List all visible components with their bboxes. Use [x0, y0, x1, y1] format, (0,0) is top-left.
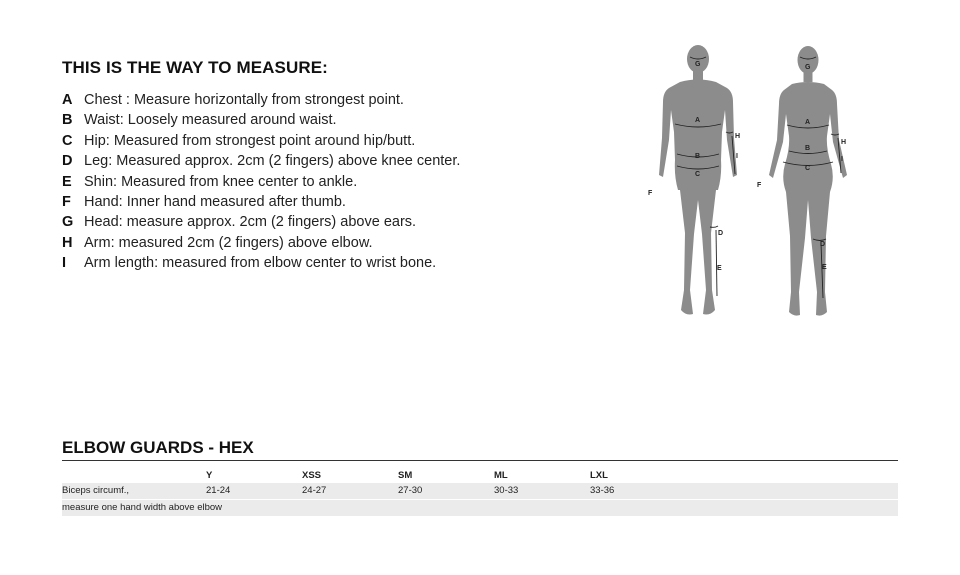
table-note-row	[62, 500, 898, 516]
measure-letter: D	[62, 153, 73, 170]
size-value: 30-33	[494, 485, 519, 496]
measure-item	[62, 212, 460, 232]
marker-i: I	[736, 153, 738, 160]
marker-g: G	[695, 61, 701, 68]
size-header: ML	[494, 470, 508, 481]
measure-text: Head: measure approx. 2cm (2 fingers) above ears.	[84, 214, 417, 231]
measure-letter: C	[62, 132, 73, 149]
size-header: Y	[206, 470, 213, 481]
table-row	[62, 483, 898, 499]
male-figure	[648, 45, 740, 315]
measure-text: Shin: Measured from knee center to ankle.	[84, 173, 358, 190]
marker-e: E	[822, 264, 827, 271]
section-divider	[62, 460, 898, 461]
size-value: 27-30	[398, 485, 423, 496]
marker-h: H	[841, 139, 847, 146]
measure-text: Chest : Measure horizontally from strongest point.	[84, 92, 404, 108]
measure-text: Arm length: measured from elbow center to wrist bone.	[84, 255, 437, 272]
marker-h: H	[735, 133, 741, 140]
size-header-row	[62, 468, 898, 483]
size-value: 33-36	[590, 485, 615, 496]
measure-letter: B	[62, 112, 73, 129]
marker-b: B	[805, 145, 811, 152]
measure-item	[62, 90, 460, 110]
measure-guide-list	[62, 90, 460, 274]
marker-g: G	[805, 64, 811, 71]
marker-e: E	[717, 265, 722, 272]
marker-c: C	[805, 165, 811, 172]
marker-f: F	[757, 182, 762, 189]
measure-letter: E	[62, 173, 72, 190]
marker-b: B	[695, 153, 701, 160]
measure-text: Hand: Inner hand measured after thumb.	[84, 193, 346, 210]
measure-item	[62, 172, 460, 192]
measure-guide-heading: THIS IS THE WAY TO MEASURE:	[62, 58, 328, 77]
size-header: XSS	[302, 470, 322, 481]
measure-text: Hip: Measured from strongest point around hip/butt.	[84, 132, 416, 149]
measure-letter: A	[62, 92, 73, 108]
marker-a: A	[695, 117, 701, 124]
measure-note: measure one hand width above elbow	[62, 502, 223, 513]
body-measurement-figures	[640, 40, 860, 325]
measure-letter: F	[62, 193, 71, 210]
size-chart-title: ELBOW GUARDS - HEX	[62, 438, 254, 457]
size-header: SM	[398, 470, 413, 481]
marker-i: I	[841, 156, 843, 163]
marker-a: A	[805, 119, 811, 126]
measure-item	[62, 253, 460, 273]
measure-item	[62, 131, 460, 151]
measure-item	[62, 110, 460, 130]
row-label: Biceps circumf.,	[62, 485, 130, 496]
marker-d: D	[820, 241, 826, 248]
measure-item	[62, 151, 460, 171]
measure-item	[62, 233, 460, 253]
size-value: 24-27	[302, 485, 327, 496]
size-value: 21-24	[206, 485, 231, 496]
marker-d: D	[718, 230, 724, 237]
marker-c: C	[695, 171, 701, 178]
measure-letter: I	[62, 255, 67, 272]
measure-letter: G	[62, 214, 74, 231]
measure-text: Leg: Measured approx. 2cm (2 fingers) above knee center.	[84, 153, 461, 170]
measure-text: Waist: Loosely measured around waist.	[84, 112, 337, 129]
marker-f: F	[648, 190, 653, 197]
size-table	[62, 468, 898, 516]
female-figure	[757, 46, 847, 316]
size-header: LXL	[590, 470, 608, 481]
measure-item	[62, 192, 460, 212]
measure-letter: H	[62, 234, 73, 251]
measure-text: Arm: measured 2cm (2 fingers) above elbow.	[84, 234, 373, 251]
